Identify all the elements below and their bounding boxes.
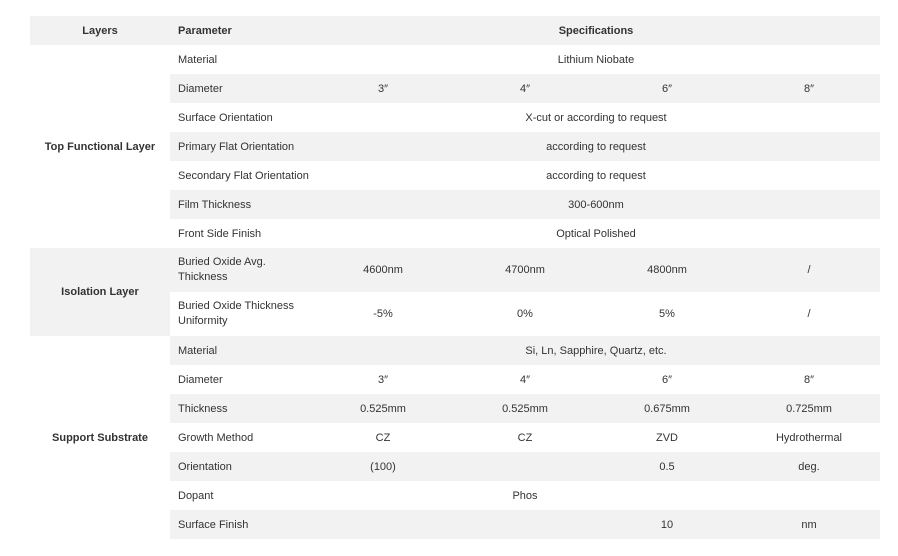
- value-cell: 0.675mm: [596, 394, 738, 423]
- param-cell: Secondary Flat Orientation: [178, 169, 309, 182]
- table-row: [30, 336, 880, 365]
- layer-top-functional: Top Functional Layer: [30, 45, 170, 248]
- param-cell: Diameter: [178, 373, 223, 386]
- value-cell: nm: [738, 510, 880, 539]
- param-cell: Orientation: [170, 452, 312, 481]
- spec-cell: 300-600nm: [312, 190, 880, 219]
- value-cell: 3″: [377, 373, 388, 386]
- param-cell: Front Side Finish: [178, 227, 262, 240]
- value-cell: [596, 481, 738, 510]
- table-header-row: [30, 16, 880, 45]
- value-cell: [738, 481, 880, 510]
- value-cell: 10: [596, 510, 738, 539]
- value-cell: (100): [312, 452, 454, 481]
- value-cell: CZ: [375, 431, 391, 444]
- value-cell: deg.: [738, 452, 880, 481]
- spec-cell: according to request: [546, 169, 646, 182]
- spec-cell: according to request: [312, 132, 880, 161]
- param-cell: Buried Oxide Thickness Uniformity: [170, 292, 312, 336]
- header-parameter: Parameter: [178, 24, 232, 37]
- value-cell: 8″: [804, 373, 815, 386]
- value-cell: [454, 452, 596, 481]
- header-layers: Layers: [82, 24, 118, 37]
- value-cell: /: [738, 248, 880, 292]
- value-cell: ZVD: [656, 431, 678, 444]
- value-cell: 4700nm: [454, 248, 596, 292]
- value-cell: [312, 481, 454, 510]
- value-cell: 6″: [596, 74, 738, 103]
- header-specifications: Specifications: [558, 24, 634, 37]
- value-cell: [454, 510, 596, 539]
- param-cell: Thickness: [170, 394, 312, 423]
- spec-cell: X-cut or according to request: [525, 111, 667, 124]
- layer-support-substrate: Support Substrate: [30, 336, 170, 539]
- specifications-table: [30, 16, 880, 539]
- param-cell: Surface Finish: [170, 510, 312, 539]
- param-cell: Film Thickness: [170, 190, 312, 219]
- param-cell: Material: [178, 53, 218, 66]
- param-cell: Buried Oxide Avg. Thickness: [170, 248, 312, 292]
- value-cell: 5%: [596, 292, 738, 336]
- param-cell: Dopant: [178, 489, 214, 502]
- value-cell: [312, 510, 454, 539]
- param-cell: Surface Orientation: [178, 111, 273, 124]
- value-cell: 0.5: [596, 452, 738, 481]
- spec-cell: Optical Polished: [556, 227, 636, 240]
- value-cell: 0.525mm: [454, 394, 596, 423]
- param-cell: Growth Method: [178, 431, 254, 444]
- param-cell: Primary Flat Orientation: [170, 132, 312, 161]
- value-cell: Hydrothermal: [775, 431, 843, 444]
- table-row: [30, 248, 880, 292]
- value-cell: 0.525mm: [312, 394, 454, 423]
- param-cell: Material: [170, 336, 312, 365]
- value-cell: 3″: [312, 74, 454, 103]
- value-cell: /: [738, 292, 880, 336]
- value-cell: 8″: [738, 74, 880, 103]
- value-cell: 4600nm: [312, 248, 454, 292]
- param-cell: Diameter: [170, 74, 312, 103]
- spec-cell: Lithium Niobate: [557, 53, 635, 66]
- value-cell: 0.725mm: [738, 394, 880, 423]
- value-cell: 6″: [661, 373, 672, 386]
- table-row: [30, 45, 880, 74]
- value-cell: Phos: [512, 489, 538, 502]
- value-cell: 4″: [519, 373, 530, 386]
- value-cell: 4800nm: [596, 248, 738, 292]
- value-cell: 0%: [454, 292, 596, 336]
- value-cell: CZ: [517, 431, 533, 444]
- spec-cell: Si, Ln, Sapphire, Quartz, etc.: [312, 336, 880, 365]
- value-cell: 4″: [454, 74, 596, 103]
- value-cell: -5%: [312, 292, 454, 336]
- layer-isolation: Isolation Layer: [30, 248, 170, 336]
